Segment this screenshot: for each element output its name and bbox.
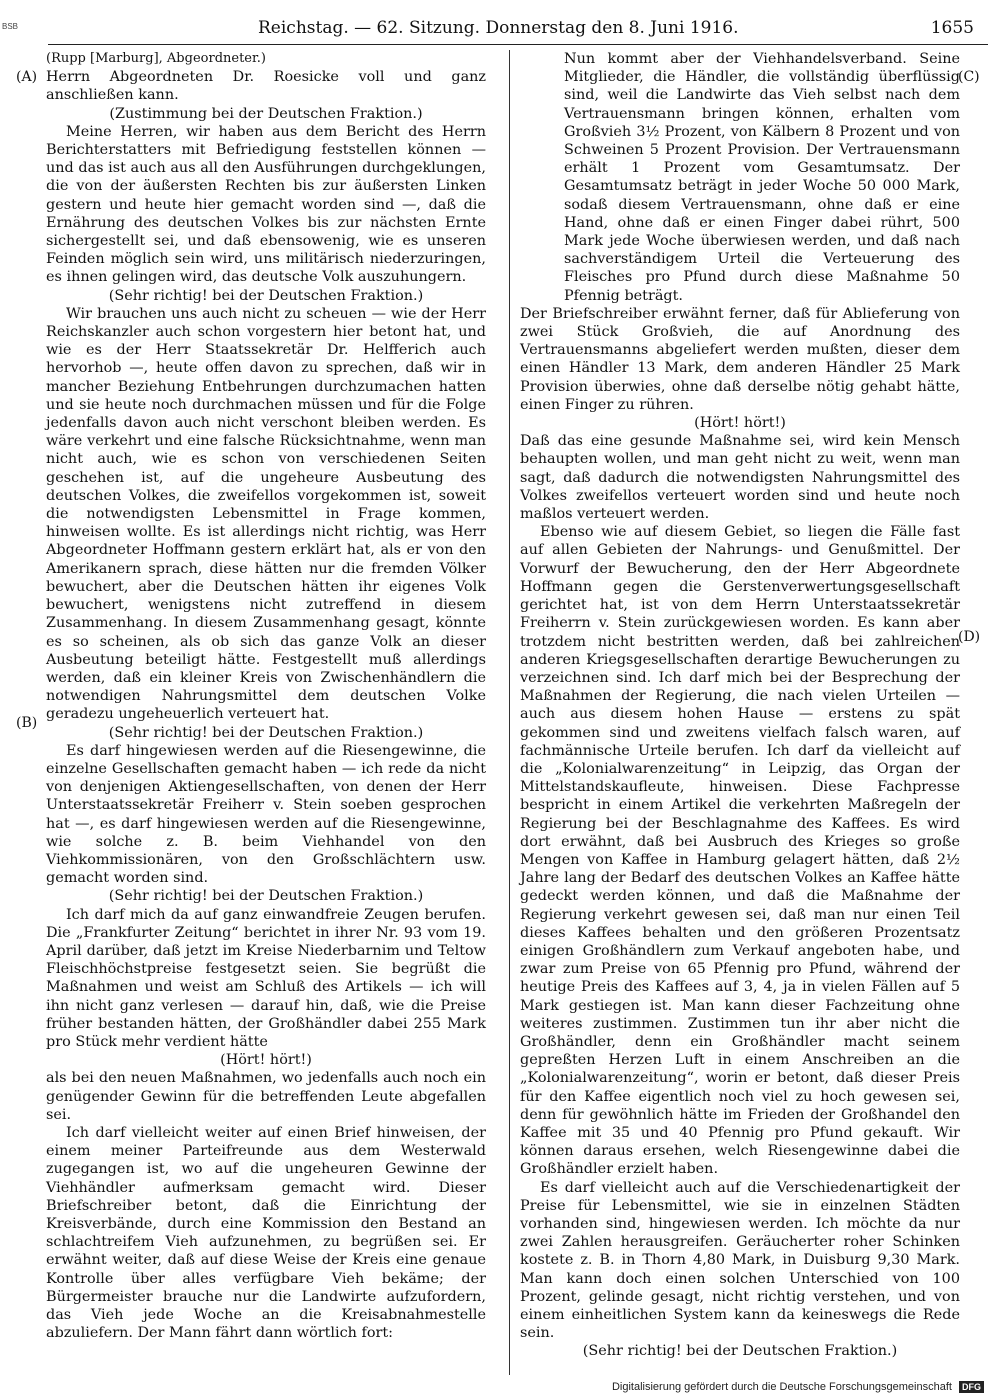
interjection: (Hört! hört!): [694, 415, 786, 432]
right-column: [520, 50, 960, 1361]
quoted-letter: Nun kommt aber der Viehhandelsverband. Seine Mitglieder, die Händler, die vollständig überflüssig sind, weil die Landwirte das Vieh selbst nach dem Vertrauensmann bringen können, erhalten vom Großvieh 3½ Prozent, von Kälbern 8 Prozent und von Schweinen 5 Prozent Provision. Der Vertrauensmann erhält 1 Prozent vom Gesamtumsatz. Der Gesamtumsatz beträgt in jeder Woche 50 000 Mark, sodaß diesem Vertrauensmann, ohne daß er eine Hand, ohne daß er einen Finger dabei rührt, 500 Mark jede Woche überwiesen werden, und daß nach sachverständigem Urteil die Verteuerung des Fleisches pro Pfund durch diese Maßnahme 50 Pfennig beträgt.: [564, 51, 960, 304]
margin-letter-d: (D): [958, 629, 981, 645]
speaker-note: (Rupp [Marburg], Abgeordneter.): [46, 51, 266, 66]
page-header: [48, 16, 984, 40]
header-rule: [48, 44, 988, 45]
paragraph: Ich darf vielleicht weiter auf einen Brief hinweisen, der einem meiner Parteifreunde aus dem Westerwald zugegangen ist, wo auf die ungeheuren Gewinne der Viehhändler aufmerksam gemacht wird. Dieser Briefschreiber betont, daß die Einrichtung der Kreisverbände, durch eine Kommission den Bestand an schlachtreifem Vieh aufzunehmen, zu begrüßen sei. Er erwähnt weiter, daß auf diese Weise der Kreis eine genaue Kontrolle über alles verfügbare Vieh bekäme; der Bürgermeister brauche nur die Landwirte aufzufordern, das Vieh jede Woche an die Kreisabnahmestelle abzuliefern. Der Mann fährt dann wörtlich fort:: [46, 1124, 486, 1342]
margin-letter-b: (B): [16, 715, 38, 731]
paragraph: Ich darf mich da auf ganz einwandfreie Zeugen berufen. Die „Frankfurter Zeitung“ berichtet in ihrer Nr. 93 vom 19. April darüber, daß jetzt im Kreise Niederbarnim und Teltow Fleischhöchstpreise festgesetzt seien. Sie begrüßt die Maßnahmen und weist am Schluß des Artikels — ich will ihn nicht ganz verlesen — darauf hin, daß, wie die Preise früher bestanden hätten, der Großhändler dabei 255 Mark pro Stück mehr verdient hätte: [46, 906, 486, 1050]
paragraph: Ebenso wie auf diesem Gebiet, so liegen die Fälle fast auf allen Gebieten der Nahrungs- und Genußmittel. Der Vorwurf der Bewucherung, den der Herr Abgeordnete Hoffmann gegen die Gerstenverwertungsgesellschaft gerichtet hat, ist von dem Herrn Unterstaatssekretär Freiherrn v. Stein zurückgewiesen worden. Es kann aber trotzdem nicht bestritten werden, daß bei zahlreichen anderen Kriegsgesellschaften derartige Bewucherungen zu verzeichnen sind. Ich darf mich bei der Besprechung der Maßnahmen der Regierung, die nach vielen Urteilen — auch aus diesem hohen Hause — erstens zu spät gekommen sind und zweitens vielfach falsch waren, auf fachmännische Urteile berufen. Ich darf da vielleicht auf die „Kolonialwarenzeitung“ in Leipzig, das Organ der Mittelstandskaufleute, hinweisen. Diese Fachpresse bespricht in einem Artikel die verkehrten Maßregeln der Regierung bei der Beschlagnahme des Kaffees. Es wird dort erwähnt, daß bei Ausbruch des Krieges so große Mengen von Kaffee in Hamburg gelagert hätten, daß 2½ Jahre lang der Bedarf des deutschen Volkes an Kaffee hätte gedeckt werden können, und daß die Maßnahme der Regierung verkehrt gewesen sei, daß man nur einen Teil dieses Kaffees behalten und den größeren Prozentsatz einigen Großhändlern zum Verkauf angeboten habe, und zwar zum Preise von 65 Pfennig pro Pfund, während der heutige Preis des Kaffees auf 3, 4, ja in vielen Fällen auf 5 Mark gestiegen ist. Man kann dieser Fachzeitung ohne weiteres zustimmen. Zustimmen tun ihr aber nicht die Großhändler, denn ein Großhändler macht seinem gepreßten Herzen Luft in einem Anschreiben an die „Kolonialwarenzeitung“, worin er betont, daß dieser Preis für den Kaffee eigentlich noch viel zu hoch gewesen sei, denn für gewöhnlich hätte im Frieden der Großhandel den Kaffee mit 35 und 40 Pfennig pro Pfund gekauft. Wir können daraus ersehen, welch Riesengewinne dabei die Großhändler erzielt haben.: [520, 524, 960, 1178]
margin-letter-c: (C): [958, 69, 980, 85]
left-column: [46, 50, 486, 1342]
paragraph: Herrn Abgeordneten Dr. Roesicke voll und ganz anschließen kann.: [46, 69, 486, 104]
interjection: (Sehr richtig! bei der Deutschen Fraktion.): [582, 1343, 898, 1360]
paragraph: Es darf hingewiesen werden auf die Riesengewinne, die einzelne Gesellschaften gemacht haben — ich rede da nicht von denjenigen Aktiengesellschaften, von denen der Herr Unterstaatssekretär Freiherr v. Stein soeben gesprochen hat —, es darf hingewiesen werden auf die Riesengewinne, wie solche z. B. beim Viehhandel von den Viehkommissionären, von den Großschlächtern usw. gemacht worden sind.: [46, 742, 486, 887]
dfg-logo: DFG: [959, 1381, 984, 1393]
paragraph: Wir brauchen uns auch nicht zu scheuen — wie der Herr Reichskanzler auch schon vorgestern hier betont hat, und wie es der Herr Staatssekretär Dr. Helfferich auch hervorhob —, heute offen davon zu sprechen, daß wir in mancher Beziehung Entbehrungen durchzumachen hatten und sie heute noch durchmachen müssen und für die Folge jedenfalls davon auch nicht verschont bleiben werden. Es wäre verkehrt und eine falsche Rücksichtnahme, wenn man nicht auch, wie es schon von verschiedenen Seiten geschehen ist, auf die ungeheure Ausbeutung des deutschen Volkes, die zweifellos vorgekommen ist, soweit die notwendigsten Lebensmittel in Frage kommen, hinweisen wollte. Es ist allerdings nicht richtig, was Herr Abgeordneter Hoffmann gestern erklärt hat, als er von den Amerikanern sprach, diese hätten nur die fremden Völker bewuchert, aber die Deutschen hätten ihr eigenes Volk bewuchert, wenigstens nicht zutreffend in diesem Zusammenhang. In diesem Zusammenhang gesagt, könnte es so scheinen, als ob sich das ganze Volk an dieser Ausbeutung beteiligt hätte. Festgestellt muß allerdings werden, daß ein kleiner Kreis von Zwischenhändlern die notwendigen Nahrungsmittel dem deutschen Volke geradezu ungeheuerlich verteuert hat.: [46, 305, 486, 723]
margin-letter-a: (A): [16, 69, 38, 85]
paragraph: als bei den neuen Maßnahmen, wo jedenfalls auch noch ein genügender Gewinn für die betreffenden Leute abgefallen sei.: [46, 1070, 486, 1123]
paragraph: Es darf vielleicht auch auf die Verschiedenartigkeit der Preise für Lebensmittel, wie sie in einzelnen Städten vorhanden sind, hingewiesen werden. Ich möchte da nur zwei Zahlen herausgreifen. Geräucherter roher Schinken kostete z. B. in Thorn 4,80 Mark, in Duisburg 9,30 Mark. Man kann doch einen solchen Unterschied von 100 Prozent, gelinde gesagt, nicht richtig verstehen, und von einem einheitlichen System kann da keineswegs die Rede sein.: [520, 1179, 960, 1342]
library-stamp: BSB: [2, 22, 19, 31]
column-divider: [509, 50, 510, 1375]
interjection: (Zustimmung bei der Deutschen Fraktion.): [109, 105, 423, 122]
page-number: 1655: [930, 18, 974, 38]
footer-credit: [612, 1381, 984, 1393]
paragraph: Daß das eine gesunde Maßnahme sei, wird kein Mensch behaupten wollen, und man geht nicht zu weit, wenn man sagt, daß dadurch die notwendigsten Nahrungsmittel des Volkes zweifellos verteuert worden sind und heute noch maßlos verteuert werden.: [520, 433, 960, 523]
running-title: Reichstag. — 62. Sitzung. Donnerstag den 8. Juni 1916.: [258, 18, 739, 38]
interjection: (Hört! hört!): [220, 1052, 312, 1069]
paragraph: Der Briefschreiber erwähnt ferner, daß für Ablieferung von zwei Stück Großvieh, die auf Anordnung des Vertrauensmanns abgeliefert werden mußten, dieser dem einen Händler 13 Mark, dem anderen Händler 25 Mark Provision überwies, ohne daß derselbe nötig gehabt hätte, einen Finger zu rühren.: [520, 305, 960, 413]
footer-text: Digitalisierung gefördert durch die Deutsche Forschungsgemeinschaft: [611, 1381, 952, 1393]
interjection: (Sehr richtig! bei der Deutschen Fraktion.): [108, 724, 424, 741]
paragraph: Meine Herren, wir haben aus dem Bericht des Herrn Berichterstatters mit Befriedigung feststellen können — und das ist auch aus all den Ausführungen durchgeklungen, die von der äußersten Rechten bis zur äußersten Linken gestern und heute hier gemacht worden sind —, daß die Ernährung des deutschen Volkes bis zur nächsten Ernte sichergestellt sei, und daß ebensowenig, wie es unseren Feinden möglich sein wird, uns militärisch niederzuringen, es ihnen gelingen wird, das deutsche Volk auszuhungern.: [46, 123, 486, 286]
interjection: (Sehr richtig! bei der Deutschen Fraktion.): [108, 287, 424, 304]
interjection: (Sehr richtig! bei der Deutschen Fraktion.): [108, 888, 424, 905]
